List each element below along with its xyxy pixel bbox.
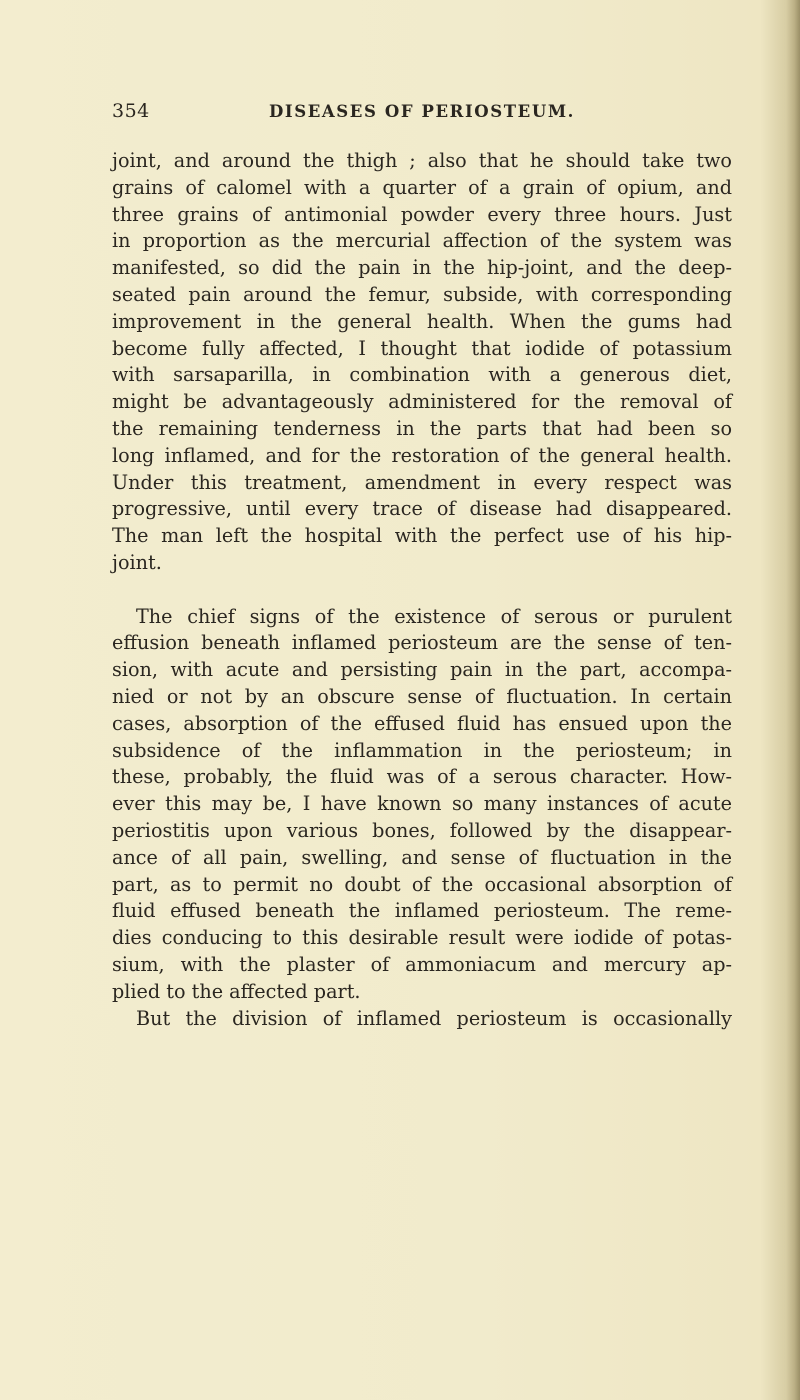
text-line: cases, absorption of the effused fluid has ensued upon the — [112, 711, 732, 735]
text-line: sium, with the plaster of ammoniacum and mercury ap- — [112, 952, 732, 976]
text-line: periostitis upon various bones, followed by the disappear- — [112, 818, 732, 842]
text-line: grains of calomel with a quarter of a grain of opium, and — [112, 175, 732, 199]
text-line: subsidence of the inflammation in the periosteum; in — [112, 738, 732, 762]
text-line: seated pain around the femur, subside, with corresponding — [112, 282, 732, 306]
text-line: But the division of inflamed periosteum is occasionally — [136, 1006, 732, 1030]
text-line: part, as to permit no doubt of the occasional absorption of — [112, 872, 732, 896]
paragraph-3 — [112, 1006, 732, 1033]
text-line: plied to the affected part. — [112, 979, 361, 1003]
text-line: three grains of antimonial powder every three hours. Just — [112, 202, 732, 226]
text-line: become fully affected, I thought that iodide of potassium — [112, 336, 732, 360]
page-header — [112, 100, 732, 132]
text-line: joint, and around the thigh ; also that he should take two — [112, 149, 732, 172]
text-line: dies conducing to this desirable result were iodide of potas- — [112, 926, 732, 950]
text-line: fluid effused beneath the inflamed periosteum. The reme- — [112, 899, 732, 923]
page-edge-shadow — [786, 0, 800, 1400]
text-line: might be advantageously administered for the removal of — [112, 390, 732, 414]
text-line: improvement in the general health. When the gums had — [112, 309, 732, 333]
text-line: Under this treatment, amendment in every respect was — [112, 470, 732, 494]
text-line: the remaining tenderness in the parts that had been so — [112, 416, 732, 440]
text-line: The man left the hospital with the perfect use of his hip- — [112, 524, 732, 548]
text-line: long inflamed, and for the restoration of the general health. — [112, 443, 732, 467]
text-line: these, probably, the fluid was of a serous character. How- — [112, 765, 732, 789]
running-head: DISEASES OF PERIOSTEUM. — [268, 102, 576, 121]
text-line: ever this may be, I have known so many instances of acute — [112, 792, 732, 816]
text-line: in proportion as the mercurial affection of the system was — [112, 229, 732, 253]
page-number: 354 — [112, 100, 150, 122]
text-line: The chief signs of the existence of serous or purulent — [136, 604, 732, 628]
paragraph-1 — [112, 148, 732, 577]
text-line: progressive, until every trace of disease had disappeared. — [112, 497, 732, 521]
text-line: ance of all pain, swelling, and sense of fluctuation in the — [112, 845, 732, 869]
body-text — [112, 148, 732, 1032]
text-line: with sarsaparilla, in combination with a generous diet, — [112, 363, 732, 387]
text-line: effusion beneath inflamed periosteum are the sense of ten- — [112, 631, 732, 655]
paragraph-2 — [112, 604, 732, 1006]
text-line: joint. — [112, 550, 162, 574]
text-line: manifested, so did the pain in the hip-joint, and the deep- — [112, 256, 732, 280]
text-line: nied or not by an obscure sense of fluctuation. In certain — [112, 684, 732, 708]
paragraph-spacer — [112, 577, 732, 604]
text-line: sion, with acute and persisting pain in the part, accompa- — [112, 658, 732, 682]
